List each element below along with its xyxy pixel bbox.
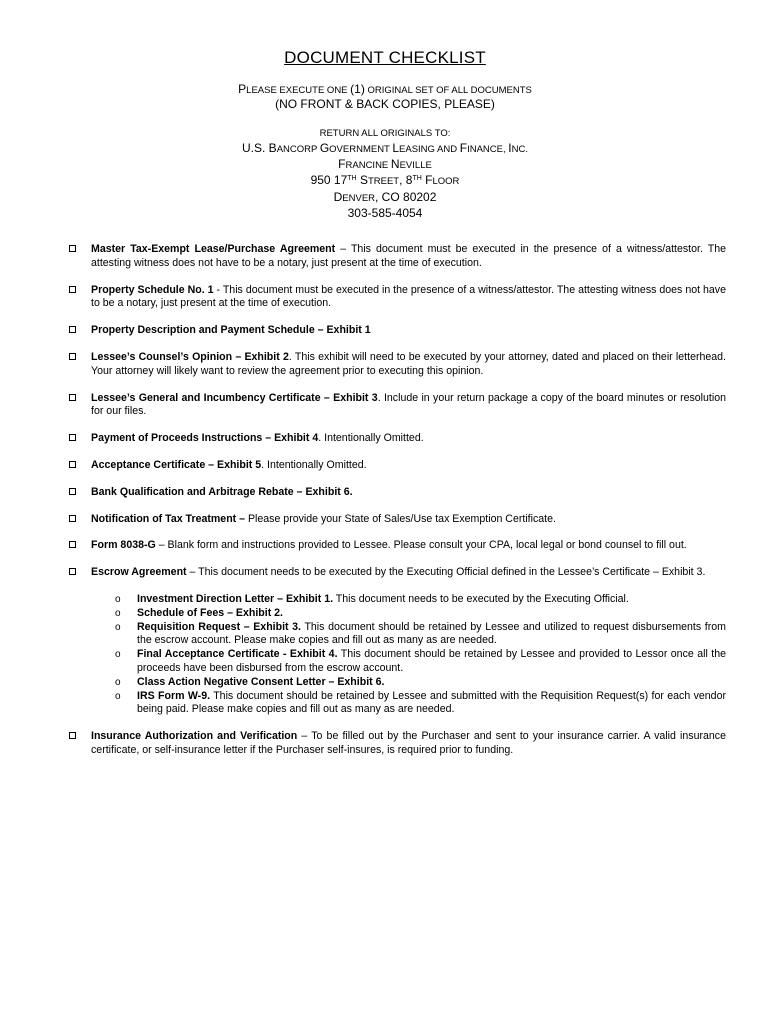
return-label: RETURN ALL ORIGINALS TO: [319,128,451,139]
page-title: DOCUMENT CHECKLIST [284,48,486,67]
sublist-item: o Final Acceptance Certificate - Exhibit 4. This document should be retained by Lessee and provided to Lessor once all the proceeds have been disbursed from the escrow account. [115,648,726,674]
checklist-item: Form 8038-G – Blank form and instructions provided to Lessee. Please consult your CPA, local legal or bond counsel to fill out. [91,539,726,553]
instruction-line-1 [0,82,770,96]
checklist-item: Master Tax-Exempt Lease/Purchase Agreement – This document must be executed in the presence of a witness/attestor. The attesting witness does not have to be a notary, just present at the time of execution. [91,243,726,271]
checkbox-icon[interactable] [69,541,76,548]
checkbox-icon[interactable] [69,732,76,739]
bullet-icon: o [115,676,121,688]
bullet-icon: o [115,621,121,633]
checkbox-icon[interactable] [69,434,76,441]
checkbox-icon[interactable] [69,515,76,522]
checklist-item: Lessee’s General and Incumbency Certificate – Exhibit 3. Include in your return package a copy of the board minutes or resolution for our files. [91,392,726,420]
instruction-text-c: ORIGINAL SET OF ALL DOCUMENTS [364,85,532,96]
checklist-item: Escrow Agreement – This document needs to be executed by the Executing Official defined in the Lessee’s Certificate – Exhibit 3. [91,566,726,580]
sublist-item: o Requisition Request – Exhibit 3. This document should be retained by Lessee and utilized to request disbursements from the escrow account. Please make copies and fill out as many as are needed. [115,620,726,647]
address-street: 950 17TH STREET, 8TH FLOOR [310,173,460,188]
bullet-icon: o [115,690,121,702]
checklist-item: Insurance Authorization and Verification – To be filled out by the Purchaser and sent to your insurance carrier. A valid insurance certificate, or self-insurance letter if the Purchaser self-insures, is required prior to funding. [91,730,726,758]
checklist-item: Lessee’s Counsel’s Opinion – Exhibit 2. This exhibit will need to be executed by your attorney, dated and placed on their letterhead. Your attorney will likely want to review the agreement prior to executing this opinion. [91,351,726,379]
sublist-item: o Class Action Negative Consent Letter – Exhibit 6. [115,675,385,688]
instruction-cap: P [238,82,247,96]
instruction-count: (1) [350,82,365,96]
checklist-item: Property Description and Payment Schedule – Exhibit 1 [91,324,726,338]
instruction-line-2: (NO FRONT & BACK COPIES, PLEASE) [275,97,495,111]
bullet-icon: o [115,649,121,661]
sublist-item: o Investment Direction Letter – Exhibit 1. This document needs to be executed by the Executing Official. [115,592,629,605]
checkbox-icon[interactable] [69,488,76,495]
checklist-item: Payment of Proceeds Instructions – Exhibit 4. Intentionally Omitted. [91,432,726,446]
checklist-item: Property Schedule No. 1 - This document must be executed in the presence of a witness/attestor. The attesting witness does not have to be a notary, just present at the time of execution. [91,284,726,312]
address-company: U.S. BANCORP GOVERNMENT LEASING AND FINANCE, INC. [242,141,528,155]
checkbox-icon[interactable] [69,353,76,360]
checkbox-icon[interactable] [69,326,76,333]
checklist-item: Bank Qualification and Arbitrage Rebate – Exhibit 6. [91,486,726,500]
bullet-icon: o [115,607,121,619]
address-contact: FRANCINE NEVILLE [338,157,432,172]
checkbox-icon[interactable] [69,245,76,252]
checkbox-icon[interactable] [69,286,76,293]
address-city: DENVER, CO 80202 [333,189,437,204]
return-address [0,141,770,221]
instruction-text-a: LEASE EXECUTE ONE [246,85,351,96]
checkbox-icon[interactable] [69,394,76,401]
sublist-item: o Schedule of Fees – Exhibit 2. [115,606,284,619]
checklist-item: Acceptance Certificate – Exhibit 5. Intentionally Omitted. [91,459,726,473]
checkbox-icon[interactable] [69,461,76,468]
escrow-sublist [115,592,726,717]
checklist [0,243,770,758]
checklist-item: Notification of Tax Treatment – Please provide your State of Sales/Use tax Exemption Certificate. [91,513,726,527]
bullet-icon: o [115,593,121,605]
sublist-item: o IRS Form W-9. This document should be retained by Lessee and submitted with the Requisition Request(s) for each vendor being paid. Please make copies and fill out as many as are needed. [115,689,726,716]
address-phone: 303-585-4054 [347,205,423,220]
checkbox-icon[interactable] [69,568,76,575]
